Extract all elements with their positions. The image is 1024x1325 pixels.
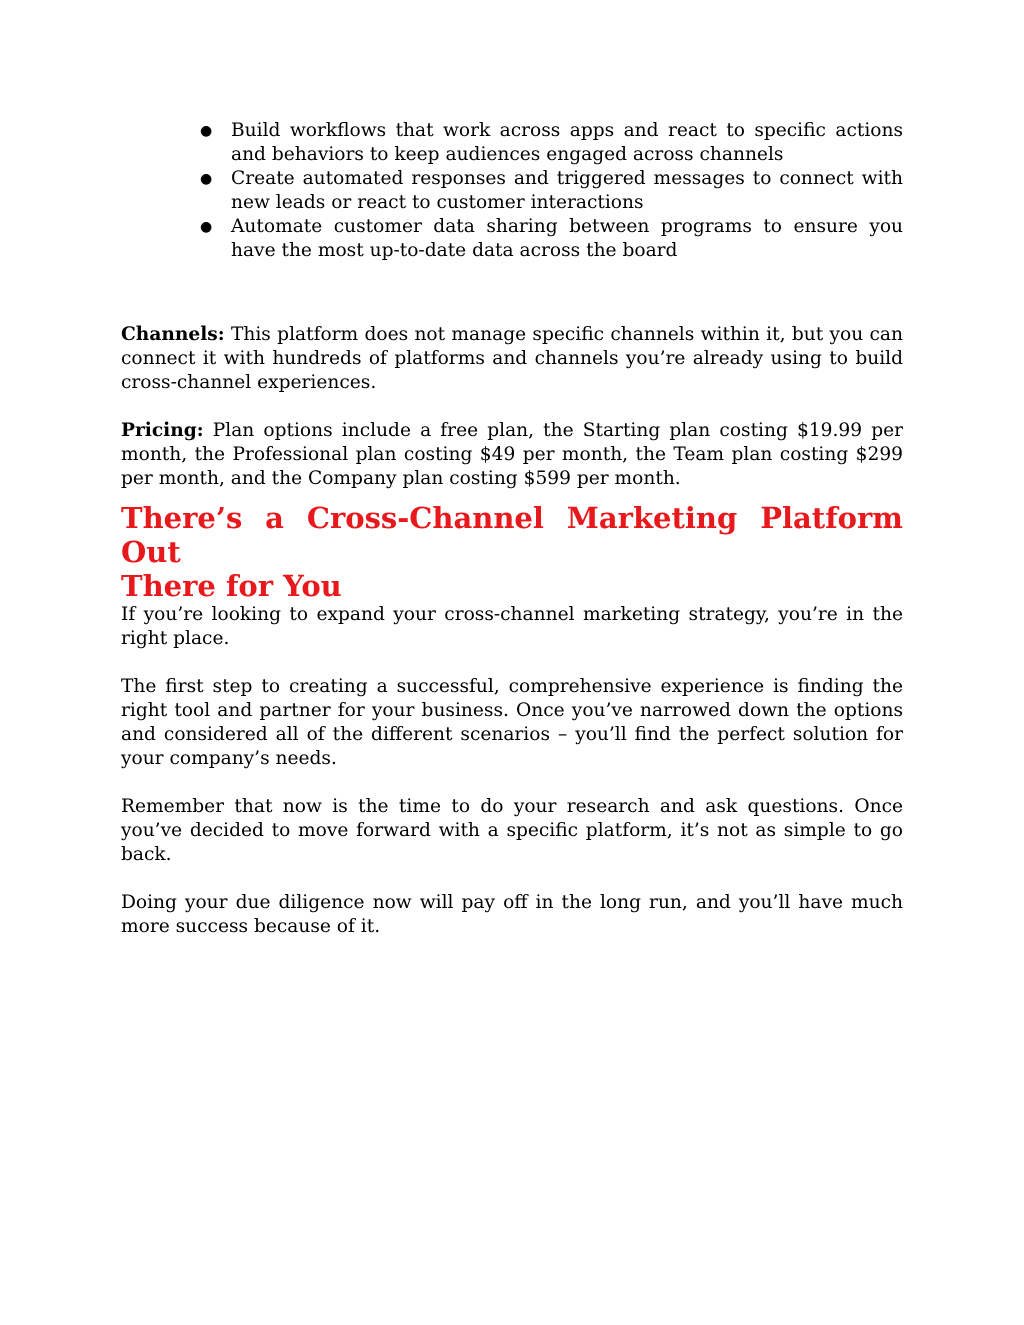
body-paragraph: Doing your due diligence now will pay off in the long run, and you’ll have much more success because of it. [121, 892, 903, 937]
spacer [121, 263, 903, 323]
bullet-icon: ● [200, 219, 213, 235]
feature-bullet-list [121, 119, 903, 263]
list-item [200, 215, 903, 263]
pricing-label: Pricing: [121, 420, 204, 441]
document-page [121, 119, 903, 939]
bullet-icon: ● [200, 123, 213, 139]
list-item-text: Create automated responses and triggered messages to connect with new leads or react to customer interactions [231, 168, 903, 213]
body-paragraph: The first step to creating a successful, comprehensive experience is finding the right tool and partner for your business. Once you’ve narrowed down the options and considered all of the different scenarios – you’ll find the perfect solution for your company’s needs. [121, 676, 903, 769]
section-heading [121, 501, 903, 603]
channels-paragraph [121, 323, 903, 395]
section-heading-line1: There’s a Cross-Channel Marketing Platform Out [121, 501, 903, 569]
list-item [200, 119, 903, 167]
list-item-text: Automate customer data sharing between programs to ensure you have the most up-to-date data across the board [231, 216, 903, 261]
bullet-icon: ● [200, 171, 213, 187]
body-paragraph: Remember that now is the time to do your research and ask questions. Once you’ve decided to move forward with a specific platform, it’s not as simple to go back. [121, 796, 903, 865]
list-item [200, 167, 903, 215]
section-heading-line2: There for You [121, 569, 342, 603]
pricing-text: Plan options include a free plan, the Starting plan costing $19.99 per month, the Professional plan costing $49 per month, the Team plan costing $299 per month, and the Company plan costing $599 per month. [121, 420, 903, 489]
list-item-text: Build workflows that work across apps and react to specific actions and behaviors to keep audiences engaged across channels [231, 120, 903, 165]
channels-text: This platform does not manage specific channels within it, but you can connect it with hundreds of platforms and channels you’re already using to build cross-channel experiences. [121, 324, 903, 393]
pricing-paragraph [121, 419, 903, 491]
body-paragraph: If you’re looking to expand your cross-channel marketing strategy, you’re in the right place. [121, 604, 903, 649]
channels-label: Channels: [121, 324, 225, 345]
